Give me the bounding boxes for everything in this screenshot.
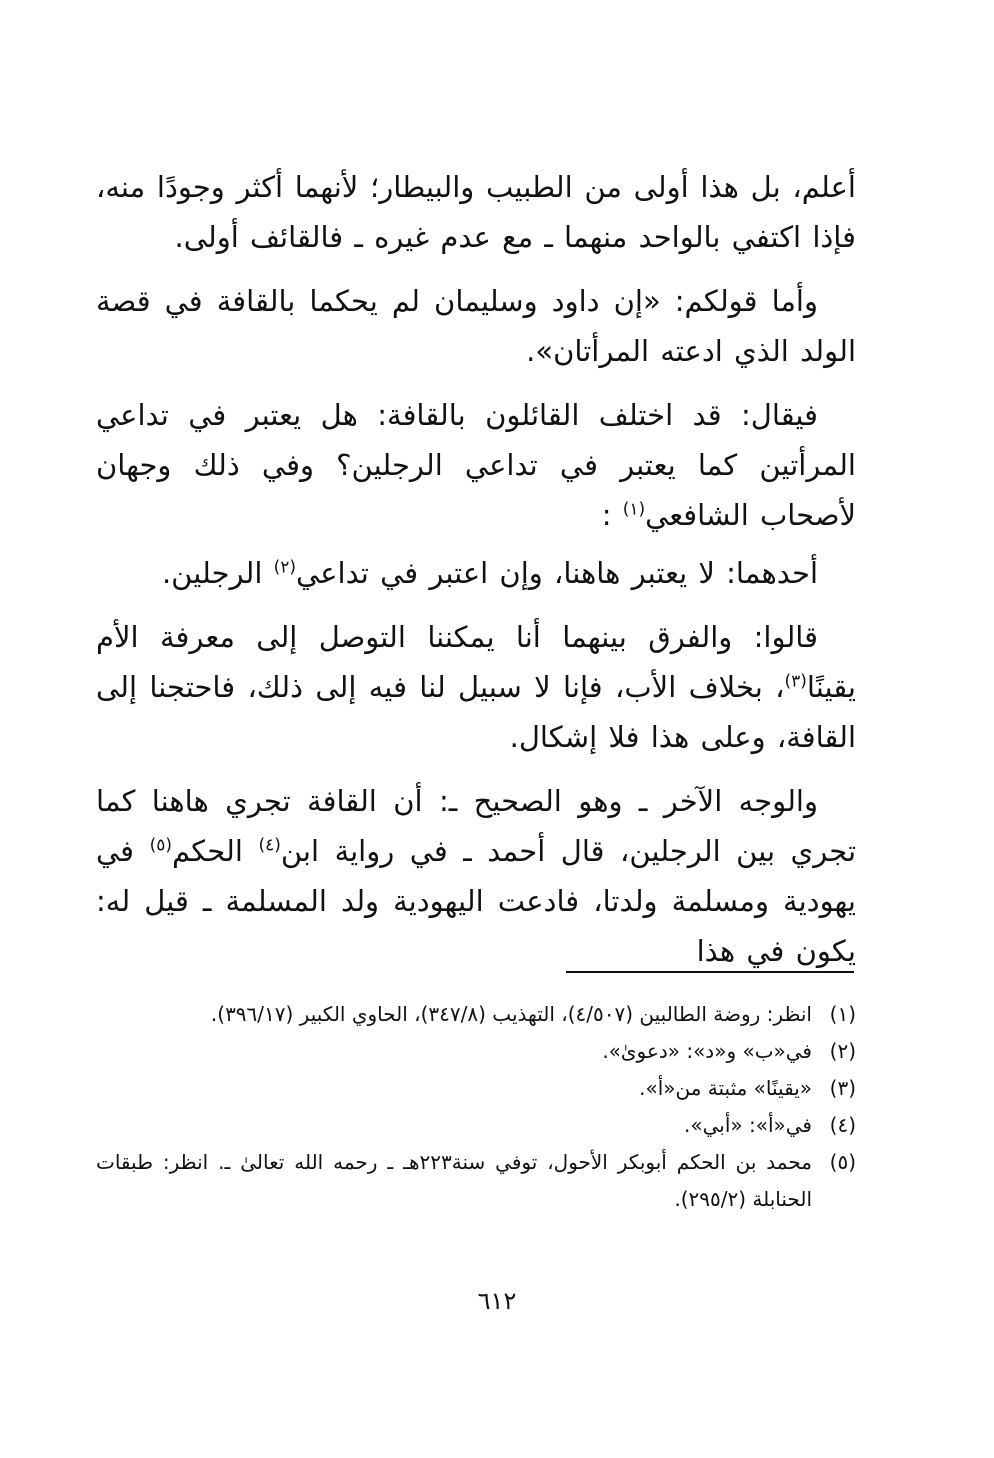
- paragraph-3-text: فيقال: قد اختلف القائلون بالقافة: هل يعتبر في تداعي المرأتين كما يعتبر في تداعي الرجلين؟ وفي ذلك وجهان لأصحاب الشافعي: [96, 398, 856, 532]
- paragraph-4-text-b: الرجلين.: [161, 556, 263, 590]
- footnote-ref-5: (٥): [149, 835, 172, 856]
- paragraph-6-text-a: والوجه الآخر ـ وهو الصحيح ـ: أن القافة تجري هاهنا كما تجري بين الرجلين، قال أحمد ـ في رواية ابن: [96, 784, 857, 868]
- footnote-3: [96, 1070, 856, 1107]
- footnotes: [96, 996, 856, 1218]
- footnote-2: [96, 1033, 856, 1070]
- paragraph-2: [96, 276, 856, 376]
- footnote-5: [96, 1144, 856, 1218]
- footnote-separator: [566, 971, 854, 973]
- paragraph-5-text-b: ، بخلاف الأب، فإنا لا سبيل لنا فيه إلى ذلك، فاحتجنا إلى القافة، وعلى هذا فلا إشكال.: [96, 670, 856, 754]
- footnote-text: انظر: روضة الطالبين (٤/٥٠٧)، التهذيب (٣٤٧/٨)، الحاوي الكبير (٣٩٦/١٧).: [210, 1002, 812, 1026]
- paragraph-6-text-b: الحكم: [171, 834, 243, 868]
- paragraph-1: [96, 162, 856, 262]
- footnote-ref-1: (١): [622, 499, 646, 520]
- paragraph-5-text-a: قالوا: والفرق بينهما أنا يمكننا التوصل إلى معرفة الأم يقينًا: [96, 620, 856, 704]
- footnote-1: [96, 996, 856, 1033]
- paragraph-6: [96, 776, 856, 976]
- paragraph-3-end: :: [601, 498, 612, 532]
- paragraph-6-text-c: في يهودية ومسلمة ولدتا، فادعت اليهودية ولد المسلمة ـ قيل له: يكون في هذا: [96, 834, 856, 968]
- paragraph-2-text: وأما قولكم: «إن داود وسليمان لم يحكما بالقافة في قصة الولد الذي ادعته المرأتان».: [96, 284, 856, 368]
- footnote-ref-3: (٣): [784, 671, 807, 692]
- paragraph-5: [96, 612, 856, 762]
- paragraph-4-text-a: أحدهما: لا يعتبر هاهنا، وإن اعتبر في تداعي: [296, 556, 818, 590]
- footnote-number: (١): [829, 1002, 856, 1026]
- footnote-text: «يقينًا» مثبتة من«أ».: [639, 1076, 812, 1100]
- footnote-ref-4: (٤): [258, 835, 281, 856]
- footnote-number: (٥): [829, 1150, 856, 1174]
- paragraph-1-text: أعلم، بل هذا أولى من الطبيب والبيطار؛ لأنهما أكثر وجودًا منه، فإذا اكتفي بالواحد منهما ـ مع عدم غيره ـ فالقائف أولى.: [96, 170, 856, 254]
- page-number: ٦١٢: [477, 1287, 517, 1315]
- footnote-ref-2: (٢): [273, 557, 297, 578]
- footnote-number: (٢): [829, 1039, 856, 1063]
- paragraph-4: [96, 548, 856, 598]
- footnote-4: [96, 1107, 856, 1144]
- main-text: [96, 162, 856, 976]
- footnote-text: في«ب» و«د»: «دعوىٰ».: [602, 1039, 812, 1063]
- paragraph-3: [96, 390, 856, 540]
- footnote-number: (٣): [829, 1076, 856, 1100]
- footnote-text: في«أ»: «أبي».: [684, 1113, 812, 1137]
- footnote-text: محمد بن الحكم أبوبكر الأحول، توفي سنة٢٢٣هـ ـ رحمه الله تعالىٰ ـ. انظر: طبقات الحنابلة (٢٩٥/٢).: [96, 1150, 812, 1211]
- footnote-number: (٤): [829, 1113, 856, 1137]
